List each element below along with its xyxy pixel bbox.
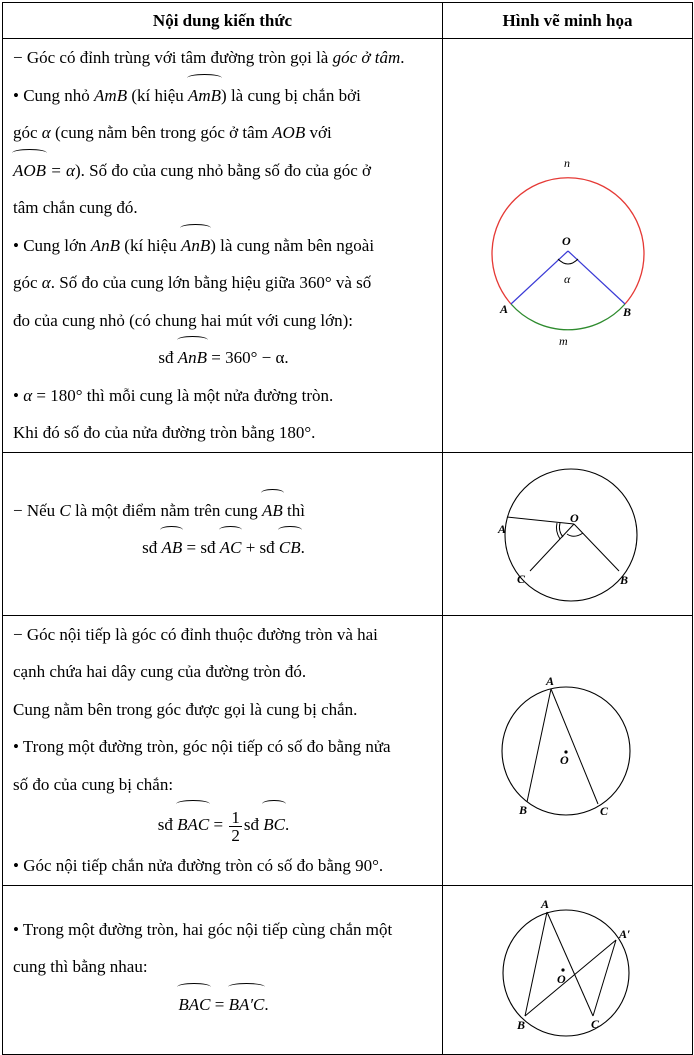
chord-ac [547,912,593,1016]
label-m: m [559,334,568,348]
knowledge-table [2,2,693,1055]
label-alpha: α [564,272,571,286]
row3-text: − Góc nội tiếp là góc có đỉnh thuộc đường tròn và hai cạnh chứa hai dây cung của đường tròn đó. Cung nằm bên trong góc được gọi là cung bị chắn. • Trong một đường tròn, góc nội tiếp có số đo bằng nửa số đo của cung bị chắn: sđ BAC = $\frac{1}{2}$ sđ BC. • Góc nội tiếp chắn nửa đường tròn có số đo bằng 90°. [3,615,443,885]
angle-mark-2 [559,523,563,537]
row-inscribed-angle [3,615,693,885]
label-a-prime: A′ [619,926,631,941]
arc-addition-figure [443,453,693,615]
label-c: C [591,1016,600,1031]
label-a: A [498,521,507,536]
label-b: B [517,1017,526,1032]
radius-oa [511,251,568,304]
row1-figure [443,39,693,453]
label-o: O [570,510,579,525]
label-o: O [560,752,569,767]
label-c: C [600,803,609,818]
chord-ab [527,689,551,802]
central-angle-figure [443,39,693,451]
label-b: B [620,572,629,587]
row-arc-addition [3,452,693,615]
equal-inscribed-figure [443,886,693,1054]
label-a: A [546,673,555,688]
label-a: A [500,302,509,316]
header-content: Nội dung kiến thức [3,3,443,39]
inscribed-angle-figure [443,616,693,882]
minor-arc [511,304,625,330]
radius-oa [507,517,574,524]
chord-ac [551,689,598,804]
radius-oc [530,524,574,571]
label-o: O [557,971,566,986]
row2-figure [443,452,693,615]
row-central-angle [3,39,693,453]
angle-mark [558,259,578,264]
row-equal-inscribed [3,885,693,1054]
radius-ob [574,524,619,571]
label-a: A [541,896,550,911]
row4-figure [443,885,693,1054]
label-o: O [562,234,571,248]
label-n: n [564,156,570,170]
label-c: C [517,571,526,586]
angle-mark-3 [567,533,583,536]
row4-text: • Trong một đường tròn, hai góc nội tiếp cùng chắn một cung thì bằng nhau: BAC = BA′C. [3,885,443,1054]
label-b: B [623,305,632,319]
radius-ob [568,251,625,304]
header-figure: Hình vẽ minh họa [443,3,693,39]
row3-figure [443,615,693,885]
label-b: B [519,802,528,817]
header-row [3,3,693,39]
chord-a2c [593,940,616,1016]
row1-text: − Góc có đỉnh trùng với tâm đường tròn gọi là góc ở tâm. • Cung nhỏ AmB (kí hiệu AmB) là cung bị chắn bởi góc α (cung nằm bên trong góc ở tâm AOB với AOB = α). Số đo của cung nhỏ bằng số đo của góc ở tâm chắn cung đó. • Cung lớn AnB (kí hiệu AnB) là cung nằm bên ngoài góc α. Số đo của cung lớn bằng hiệu giữa 360° và số đo của cung nhỏ (có chung hai mút với cung lớn): sđ AnB = 360° − α. • α = 180° thì mỗi cung là một nửa đường tròn. Khi đó số đo của nửa đường tròn bằng 180°. [3,39,443,453]
row2-text: − Nếu C là một điểm nằm trên cung AB thì sđ AB = sđ AC + sđ CB. [3,452,443,615]
